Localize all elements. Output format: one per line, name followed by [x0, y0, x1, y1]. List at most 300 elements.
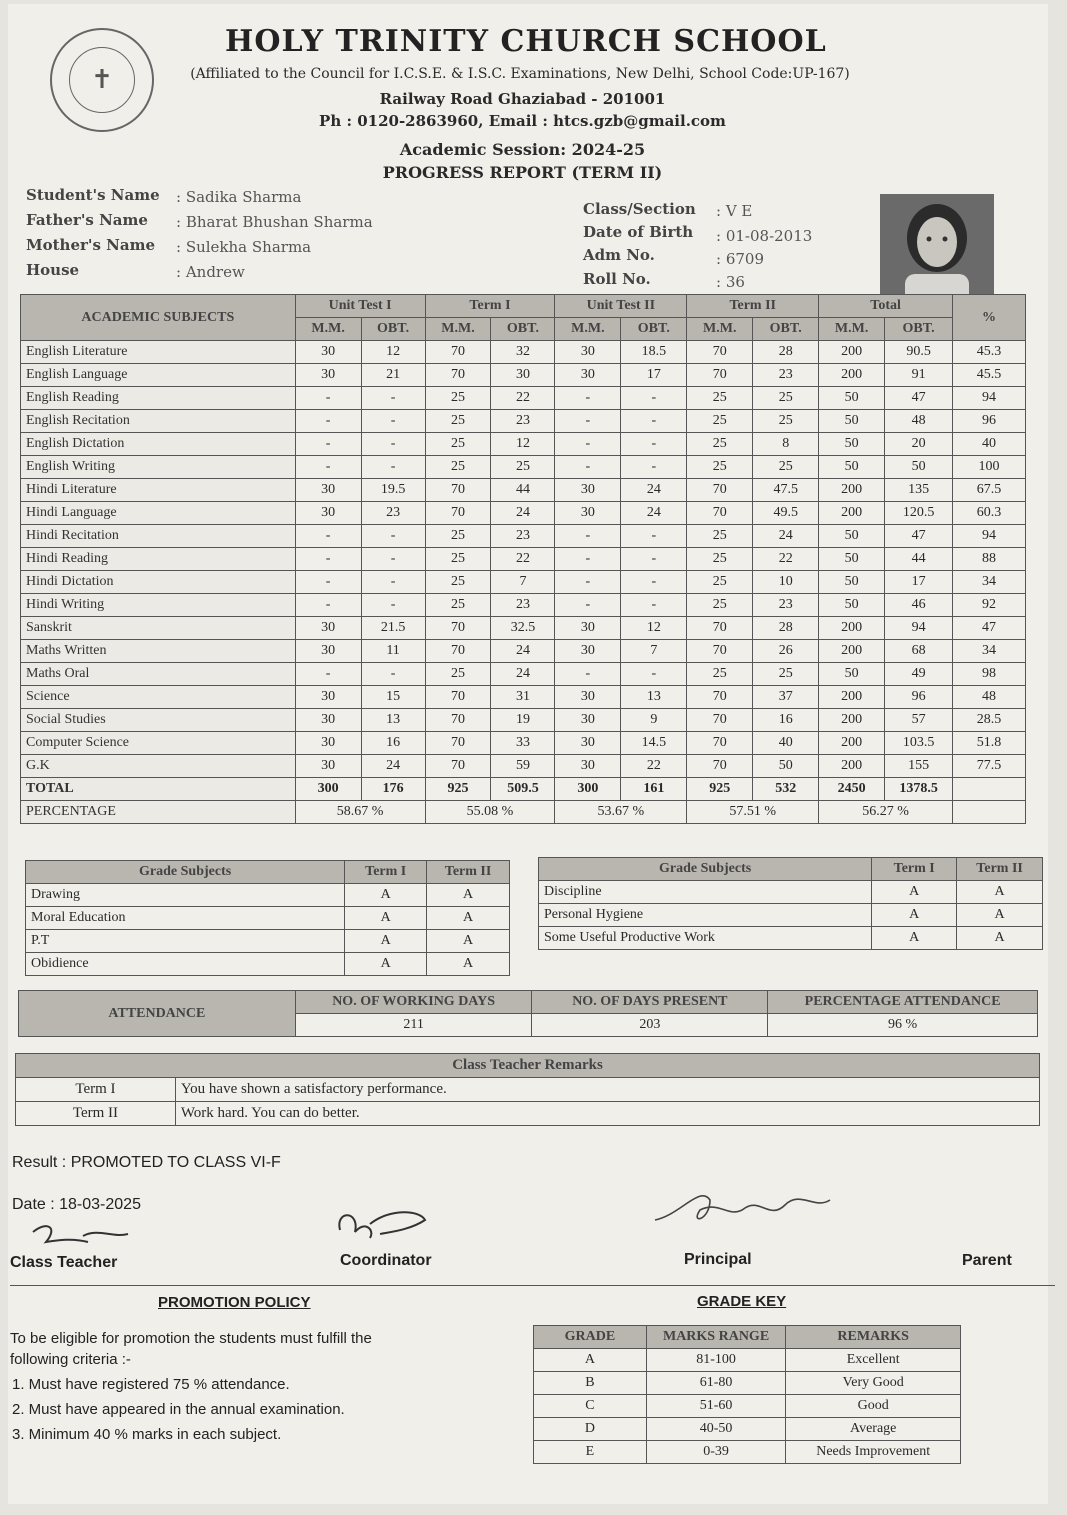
- mark-cell: 70: [425, 686, 491, 709]
- mark-cell: -: [361, 594, 425, 617]
- grade-key-table: [533, 1325, 961, 1464]
- sub-obt-header: OBT.: [491, 318, 555, 341]
- mark-cell: 91: [885, 364, 953, 387]
- grade-subject: P.T: [26, 930, 345, 953]
- table-row: [21, 387, 1026, 410]
- grade-subject: Moral Education: [26, 907, 345, 930]
- policy-item-1: 1. Must have registered 75 % attendance.: [12, 1376, 290, 1393]
- table-row: [21, 548, 1026, 571]
- mark-cell: 30: [555, 617, 621, 640]
- mark-cell: 16: [361, 732, 425, 755]
- mark-cell: 8: [753, 433, 819, 456]
- sub-obt-header: OBT.: [361, 318, 425, 341]
- grade-value: A: [345, 953, 427, 976]
- mark-cell: 200: [819, 341, 885, 364]
- mark-cell: 200: [819, 640, 885, 663]
- mark-cell: 200: [819, 479, 885, 502]
- mark-cell: 50: [885, 456, 953, 479]
- mark-cell: 30: [295, 479, 361, 502]
- mark-cell: 94: [953, 525, 1026, 548]
- mark-cell: -: [621, 571, 687, 594]
- total-cell: 532: [753, 778, 819, 801]
- mark-cell: 24: [621, 479, 687, 502]
- mark-cell: 96: [953, 410, 1026, 433]
- student-name: : Sadika Sharma: [176, 188, 302, 206]
- grade-key-cell: D: [534, 1418, 647, 1441]
- percent-header: %: [953, 295, 1026, 341]
- mark-cell: 20: [885, 433, 953, 456]
- mark-cell: 70: [425, 341, 491, 364]
- coordinator-label: Coordinator: [340, 1252, 432, 1269]
- mark-cell: 57: [885, 709, 953, 732]
- mark-cell: 25: [687, 594, 753, 617]
- grade-header-cell: Grade Subjects: [26, 861, 345, 884]
- mark-cell: 25: [425, 663, 491, 686]
- mark-cell: 17: [885, 571, 953, 594]
- mark-cell: 21: [361, 364, 425, 387]
- affiliation-line: (Affiliated to the Council for I.C.S.E. & I.S.C. Examinations, New Delhi, School Code:UP-167): [190, 66, 850, 82]
- mark-cell: 155: [885, 755, 953, 778]
- mark-cell: 30: [555, 686, 621, 709]
- total-cell: 161: [621, 778, 687, 801]
- mark-cell: 11: [361, 640, 425, 663]
- mark-cell: 25: [753, 387, 819, 410]
- mark-cell: 44: [885, 548, 953, 571]
- subject-name: G.K: [21, 755, 296, 778]
- academic-marks-table: [20, 294, 1026, 824]
- mark-cell: 200: [819, 617, 885, 640]
- mark-cell: -: [621, 525, 687, 548]
- remark-term-2: Work hard. You can do better.: [175, 1102, 1039, 1126]
- total-cell: 300: [555, 778, 621, 801]
- grade-subjects-table-left: [25, 860, 510, 976]
- mark-cell: 22: [621, 755, 687, 778]
- total-cell: 300: [295, 778, 361, 801]
- mark-cell: 120.5: [885, 502, 953, 525]
- cross-icon: ✝: [69, 47, 135, 113]
- grade-value: A: [427, 930, 510, 953]
- attendance-percent-header: PERCENTAGE ATTENDANCE: [768, 991, 1038, 1014]
- mark-cell: 14.5: [621, 732, 687, 755]
- sub-mm-header: M.M.: [819, 318, 885, 341]
- mark-cell: 25: [687, 663, 753, 686]
- mother-name-label: Mother's Name: [26, 236, 155, 254]
- table-row: [26, 907, 510, 930]
- mark-cell: -: [621, 663, 687, 686]
- mark-cell: 30: [555, 709, 621, 732]
- mark-cell: 70: [687, 479, 753, 502]
- mark-cell: -: [295, 594, 361, 617]
- principal-label: Principal: [684, 1251, 752, 1268]
- mark-cell: -: [555, 571, 621, 594]
- mark-cell: -: [361, 456, 425, 479]
- mark-cell: 24: [491, 663, 555, 686]
- mark-cell: 25: [425, 525, 491, 548]
- total-header: Total: [819, 295, 953, 318]
- mark-cell: 30: [555, 364, 621, 387]
- days-present-value: 203: [532, 1014, 768, 1037]
- attendance-table: [18, 990, 1038, 1037]
- grade-value: A: [427, 953, 510, 976]
- mark-cell: 49.5: [753, 502, 819, 525]
- grade-subject: Drawing: [26, 884, 345, 907]
- mark-cell: 18.5: [621, 341, 687, 364]
- working-days-value: 211: [295, 1014, 532, 1037]
- subject-name: English Writing: [21, 456, 296, 479]
- mark-cell: 30: [295, 502, 361, 525]
- mark-cell: 70: [687, 364, 753, 387]
- table-row: [539, 881, 1043, 904]
- total-label: TOTAL: [21, 778, 296, 801]
- mark-cell: 21.5: [361, 617, 425, 640]
- result-text: Result : PROMOTED TO CLASS VI-F: [12, 1154, 281, 1171]
- school-contact: Ph : 0120-2863960, Email : htcs.gzb@gmail.com: [319, 112, 726, 130]
- table-row: [26, 953, 510, 976]
- grade-value: A: [957, 927, 1043, 950]
- grade-header-cell: Term II: [957, 858, 1043, 881]
- mark-cell: 50: [819, 410, 885, 433]
- grade-key-header-cell: REMARKS: [786, 1326, 961, 1349]
- percentage-cell: 58.67 %: [295, 801, 425, 824]
- mark-cell: -: [361, 525, 425, 548]
- table-row: [21, 617, 1026, 640]
- mark-cell: 200: [819, 755, 885, 778]
- table-row: [21, 456, 1026, 479]
- sub-obt-header: OBT.: [621, 318, 687, 341]
- total-row: [21, 778, 1026, 801]
- grade-key-title: GRADE KEY: [697, 1293, 787, 1310]
- mark-cell: 50: [819, 548, 885, 571]
- table-row: [21, 732, 1026, 755]
- mark-cell: 50: [819, 594, 885, 617]
- total-cell: 509.5: [491, 778, 555, 801]
- percentage-cell: 56.27 %: [819, 801, 953, 824]
- mark-cell: 12: [491, 433, 555, 456]
- mark-cell: 30: [295, 364, 361, 387]
- subject-name: Hindi Recitation: [21, 525, 296, 548]
- grade-value: A: [872, 927, 957, 950]
- grade-header-cell: Grade Subjects: [539, 858, 872, 881]
- mark-cell: 103.5: [885, 732, 953, 755]
- mark-cell: 30: [295, 709, 361, 732]
- sub-mm-header: M.M.: [555, 318, 621, 341]
- table-row: [539, 904, 1043, 927]
- mother-name: : Sulekha Sharma: [176, 238, 312, 256]
- sub-mm-header: M.M.: [425, 318, 491, 341]
- grade-subject: Discipline: [539, 881, 872, 904]
- table-row: [534, 1349, 961, 1372]
- mark-cell: 30: [295, 755, 361, 778]
- mark-cell: 49: [885, 663, 953, 686]
- mark-cell: 7: [621, 640, 687, 663]
- grade-header-cell: Term I: [872, 858, 957, 881]
- table-row: [21, 525, 1026, 548]
- class-teacher-remarks-table: [15, 1053, 1040, 1126]
- mark-cell: 25: [425, 548, 491, 571]
- mark-cell: 25: [687, 456, 753, 479]
- mark-cell: 40: [753, 732, 819, 755]
- mark-cell: -: [361, 571, 425, 594]
- grade-subject: Personal Hygiene: [539, 904, 872, 927]
- mark-cell: 23: [361, 502, 425, 525]
- mark-cell: 22: [491, 548, 555, 571]
- mark-cell: 30: [295, 341, 361, 364]
- mark-cell: -: [555, 387, 621, 410]
- mark-cell: 30: [555, 479, 621, 502]
- mark-cell: -: [555, 548, 621, 571]
- mark-cell: 70: [687, 709, 753, 732]
- mark-cell: 17: [621, 364, 687, 387]
- mark-cell: 47: [885, 525, 953, 548]
- grade-key-cell: 0-39: [646, 1441, 786, 1464]
- mark-cell: 13: [361, 709, 425, 732]
- mark-cell: 32.5: [491, 617, 555, 640]
- grade-subject: Obidience: [26, 953, 345, 976]
- mark-cell: 50: [819, 663, 885, 686]
- mark-cell: -: [621, 594, 687, 617]
- grade-subjects-table-right: [538, 857, 1043, 950]
- grade-header-cell: Term I: [345, 861, 427, 884]
- policy-intro-2: following criteria :-: [10, 1351, 131, 1368]
- mark-cell: 23: [491, 594, 555, 617]
- mark-cell: -: [555, 594, 621, 617]
- principal-signature: [650, 1180, 840, 1240]
- subject-name: Hindi Dictation: [21, 571, 296, 594]
- adm-label: Adm No.: [583, 246, 655, 264]
- subject-name: English Literature: [21, 341, 296, 364]
- mark-cell: 50: [819, 456, 885, 479]
- roll-number: : 36: [716, 273, 745, 291]
- mark-cell: 15: [361, 686, 425, 709]
- mark-cell: 23: [491, 525, 555, 548]
- grade-value: A: [872, 904, 957, 927]
- mark-cell: -: [361, 548, 425, 571]
- remark-term-2-label: Term II: [16, 1102, 176, 1126]
- mark-cell: 60.3: [953, 502, 1026, 525]
- mark-cell: 70: [425, 617, 491, 640]
- mark-cell: 100: [953, 456, 1026, 479]
- attendance-percent-value: 96 %: [768, 1014, 1038, 1037]
- table-row: [21, 410, 1026, 433]
- mark-cell: 25: [687, 525, 753, 548]
- grade-key-cell: Average: [786, 1418, 961, 1441]
- grade-value: A: [957, 904, 1043, 927]
- table-row: [21, 686, 1026, 709]
- mark-cell: 25: [687, 410, 753, 433]
- mark-cell: 70: [425, 502, 491, 525]
- academic-session: Academic Session: 2024-25: [399, 140, 646, 159]
- grade-value: A: [957, 881, 1043, 904]
- promotion-policy-title: PROMOTION POLICY: [158, 1294, 311, 1311]
- mark-cell: 34: [953, 571, 1026, 594]
- roll-label: Roll No.: [583, 270, 651, 288]
- table-row: [26, 884, 510, 907]
- percentage-label: PERCENTAGE: [21, 801, 296, 824]
- subject-name: Social Studies: [21, 709, 296, 732]
- mark-cell: 25: [753, 410, 819, 433]
- date-of-birth: : 01-08-2013: [716, 227, 813, 245]
- class-teacher-label: Class Teacher: [10, 1254, 118, 1271]
- mark-cell: 40: [953, 433, 1026, 456]
- table-row: [21, 433, 1026, 456]
- admission-number: : 6709: [716, 250, 764, 268]
- mark-cell: 24: [361, 755, 425, 778]
- grade-key-cell: Good: [786, 1395, 961, 1418]
- house-name: : Andrew: [176, 263, 245, 281]
- mark-cell: 96: [885, 686, 953, 709]
- mark-cell: 23: [753, 364, 819, 387]
- table-row: [21, 571, 1026, 594]
- table-row: [21, 502, 1026, 525]
- table-row: [21, 364, 1026, 387]
- academic-subjects-header: ACADEMIC SUBJECTS: [21, 295, 296, 341]
- percentage-cell: 57.51 %: [687, 801, 819, 824]
- grade-key-cell: Excellent: [786, 1349, 961, 1372]
- mark-cell: 19.5: [361, 479, 425, 502]
- mark-cell: 70: [687, 755, 753, 778]
- class-teacher-signature: [28, 1218, 138, 1254]
- grade-key-cell: A: [534, 1349, 647, 1372]
- grade-value: A: [345, 930, 427, 953]
- mark-cell: 23: [491, 410, 555, 433]
- mark-cell: 25: [687, 433, 753, 456]
- grade-subject: Some Useful Productive Work: [539, 927, 872, 950]
- total-cell: 1378.5: [885, 778, 953, 801]
- mark-cell: 70: [425, 640, 491, 663]
- mark-cell: -: [361, 387, 425, 410]
- mark-cell: 24: [491, 640, 555, 663]
- mark-cell: 88: [953, 548, 1026, 571]
- mark-cell: 24: [621, 502, 687, 525]
- remark-term-1-label: Term I: [16, 1078, 176, 1102]
- mark-cell: 94: [885, 617, 953, 640]
- marks-table-body: [21, 341, 1026, 824]
- mark-cell: -: [555, 433, 621, 456]
- mark-cell: 30: [491, 364, 555, 387]
- mark-cell: 51.8: [953, 732, 1026, 755]
- mark-cell: 67.5: [953, 479, 1026, 502]
- mark-cell: -: [555, 525, 621, 548]
- mark-cell: 25: [425, 433, 491, 456]
- percentage-cell: 55.08 %: [425, 801, 555, 824]
- table-row: [539, 927, 1043, 950]
- mark-cell: 70: [425, 732, 491, 755]
- mark-cell: 33: [491, 732, 555, 755]
- mark-cell: 200: [819, 502, 885, 525]
- mark-cell: 25: [425, 387, 491, 410]
- grade-left-body: [26, 861, 510, 976]
- remark-term-1: You have shown a satisfactory performance.: [175, 1078, 1039, 1102]
- table-row: [534, 1372, 961, 1395]
- mark-cell: 34: [953, 640, 1026, 663]
- mark-cell: 47: [885, 387, 953, 410]
- school-address: Railway Road Ghaziabad - 201001: [379, 90, 666, 108]
- mark-cell: -: [621, 456, 687, 479]
- student-photo: [880, 194, 994, 298]
- mark-cell: -: [361, 410, 425, 433]
- subject-name: Science: [21, 686, 296, 709]
- mark-cell: 37: [753, 686, 819, 709]
- mark-cell: 23: [753, 594, 819, 617]
- grade-key-cell: 61-80: [646, 1372, 786, 1395]
- table-row: [21, 709, 1026, 732]
- unit-test-1-header: Unit Test I: [295, 295, 425, 318]
- father-name-label: Father's Name: [26, 211, 148, 229]
- mark-cell: 30: [555, 341, 621, 364]
- house-label: House: [26, 261, 80, 279]
- subject-name: English Recitation: [21, 410, 296, 433]
- total-cell: 176: [361, 778, 425, 801]
- grade-header-row: [26, 861, 510, 884]
- mark-cell: -: [621, 387, 687, 410]
- mark-cell: 70: [687, 732, 753, 755]
- mark-cell: -: [295, 387, 361, 410]
- mark-cell: 200: [819, 686, 885, 709]
- mark-cell: 28.5: [953, 709, 1026, 732]
- grade-key-cell: Needs Improvement: [786, 1441, 961, 1464]
- report-date: Date : 18-03-2025: [12, 1196, 141, 1213]
- father-name: : Bharat Bhushan Sharma: [176, 213, 373, 231]
- mark-cell: -: [295, 571, 361, 594]
- mark-cell: 70: [425, 709, 491, 732]
- mark-cell: -: [361, 663, 425, 686]
- grade-key-header-row: [534, 1326, 961, 1349]
- total-cell: 925: [425, 778, 491, 801]
- mark-cell: 70: [687, 502, 753, 525]
- sub-mm-header: M.M.: [295, 318, 361, 341]
- days-present-header: NO. OF DAYS PRESENT: [532, 991, 768, 1014]
- mark-cell: -: [295, 663, 361, 686]
- mark-cell: 45.5: [953, 364, 1026, 387]
- mark-cell: 59: [491, 755, 555, 778]
- dob-label: Date of Birth: [583, 223, 694, 241]
- mark-cell: 13: [621, 686, 687, 709]
- mark-cell: 30: [555, 502, 621, 525]
- mark-cell: 30: [295, 686, 361, 709]
- grade-header-cell: Term II: [427, 861, 510, 884]
- sub-mm-header: M.M.: [687, 318, 753, 341]
- attendance-label: ATTENDANCE: [19, 991, 296, 1037]
- mark-cell: 70: [425, 364, 491, 387]
- grade-key-header-cell: MARKS RANGE: [646, 1326, 786, 1349]
- grade-value: A: [427, 884, 510, 907]
- grade-key-cell: 51-60: [646, 1395, 786, 1418]
- student-name-label: Student's Name: [26, 186, 160, 204]
- mark-cell: 7: [491, 571, 555, 594]
- term-1-header: Term I: [425, 295, 555, 318]
- subject-name: English Dictation: [21, 433, 296, 456]
- table-row: [21, 479, 1026, 502]
- mark-cell: 30: [555, 640, 621, 663]
- mark-cell: 30: [295, 640, 361, 663]
- percentage-row: [21, 801, 1026, 824]
- mark-cell: -: [621, 548, 687, 571]
- subject-name: Maths Oral: [21, 663, 296, 686]
- table-row: [534, 1395, 961, 1418]
- mark-cell: 70: [425, 755, 491, 778]
- mark-cell: 16: [753, 709, 819, 732]
- remarks-title: Class Teacher Remarks: [16, 1054, 1040, 1078]
- mark-cell: 70: [687, 686, 753, 709]
- grade-value: A: [427, 907, 510, 930]
- subject-name: English Language: [21, 364, 296, 387]
- mark-cell: 50: [819, 525, 885, 548]
- mark-cell: 19: [491, 709, 555, 732]
- mark-cell: 28: [753, 617, 819, 640]
- class-label: Class/Section: [583, 200, 696, 218]
- percentage-empty: [953, 801, 1026, 824]
- mark-cell: 25: [425, 594, 491, 617]
